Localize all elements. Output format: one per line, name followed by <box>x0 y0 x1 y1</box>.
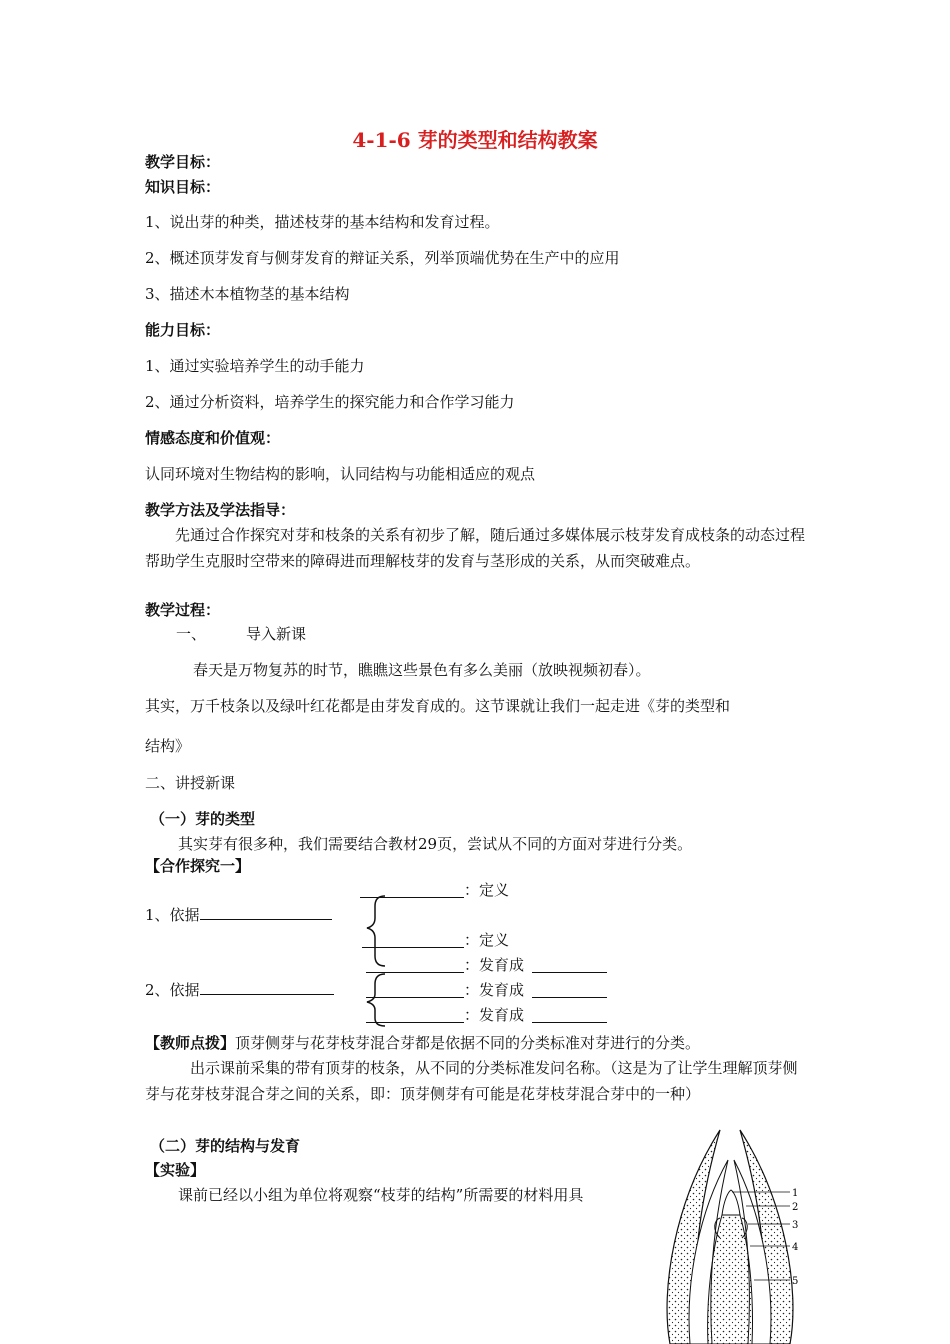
intro-line-3: 结构》 <box>145 737 191 755</box>
knowledge-goal-2: 2、概述顶芽发育与侧芽发育的辩证关系，列举顶端优势在生产中的应用 <box>145 249 620 267</box>
intro-line-2: 其实，万千枝条以及绿叶红花都是由芽发育成的。这节课就让我们一起走进《芽的类型和 <box>145 697 731 715</box>
growth-tip-icon <box>722 1190 740 1215</box>
show-text: 出示课前采集的带有顶芽的枝条，从不同的分类标准发问名称。（这是为了让学生理解顶芽侧芽与花芽枝芽混合芽之间的关系，即：顶芽侧芽有可能是花芽枝芽混合芽中的一种） <box>145 1059 798 1103</box>
goals-heading: 教学目标： <box>145 153 221 171</box>
step2-label: 二、讲授新课 <box>145 774 236 792</box>
figure-label-1: 1 <box>792 1188 799 1199</box>
teacher-tip: 【教师点拨】顶芽侧芽与花芽枝芽混合芽都是依据不同的分类标准对芽进行的分类。 <box>145 1034 701 1052</box>
type-3-blank[interactable] <box>366 972 464 973</box>
ability-goal-1: 1、通过实验培养学生的动手能力 <box>145 357 365 375</box>
type-4-develop-blank[interactable] <box>532 997 607 998</box>
type-4-blank[interactable] <box>366 997 464 998</box>
ability-goals-heading: 能力目标： <box>145 321 221 339</box>
figure-label-4: 4 <box>792 1242 799 1253</box>
section1-heading: （一）芽的类型 <box>150 810 256 828</box>
type-2-blank[interactable] <box>362 947 464 948</box>
process-heading: 教学过程： <box>145 601 221 619</box>
type-5-develop-blank[interactable] <box>532 1022 607 1023</box>
intro-line-1: 春天是万物复苏的时节，瞧瞧这些景色有多么美丽（放映视频初春）。 <box>193 661 651 679</box>
basis-2-label: 2、依据 <box>145 980 334 1000</box>
step1-label: 导入新课 <box>246 625 307 643</box>
attitude-text: 认同环境对生物结构的影响，认同结构与功能相适应的观点 <box>145 465 536 483</box>
section2-heading: （二）芽的结构与发育 <box>150 1137 301 1155</box>
basis-1-label: 1、依据 <box>145 905 332 925</box>
method-heading: 教学方法及学法指导： <box>145 501 296 519</box>
brace-1-icon <box>367 896 385 966</box>
basis-1-blank[interactable] <box>200 905 332 920</box>
knowledge-goal-3: 3、描述木本植物茎的基本结构 <box>145 285 350 303</box>
classification-braces <box>355 890 395 1030</box>
type-4-suffix: ：发育成 <box>464 981 525 999</box>
method-text: 先通过合作探究对芽和枝条的关系有初步了解，随后通过多媒体展示枝芽发育成枝条的动态过程帮助学生克服时空带来的障碍进而理解枝芽的发育与茎形成的关系，从而突破难点。 <box>145 526 806 570</box>
type-2-suffix: ：定义 <box>464 931 510 949</box>
figure-label-3: 3 <box>792 1220 799 1231</box>
type-5-blank[interactable] <box>366 1022 464 1023</box>
type-1-blank[interactable] <box>360 897 464 898</box>
type-3-suffix: ：发育成 <box>464 956 525 974</box>
step1-number: 一、 <box>176 625 207 643</box>
explore-heading: 【合作探究一】 <box>145 857 251 875</box>
experiment-text: 课前已经以小组为单位将观察“枝芽的结构”所需要的材料用具 <box>178 1186 584 1204</box>
bud-structure-figure <box>650 1120 820 1344</box>
type-3-develop-blank[interactable] <box>532 972 607 973</box>
attitude-heading: 情感态度和价值观： <box>145 429 281 447</box>
figure-label-5: 5 <box>792 1276 799 1287</box>
page-title: 4-1-6 芽的类型和结构教案 <box>352 128 598 152</box>
brace-2-icon <box>367 974 385 1026</box>
ability-goal-2: 2、通过分析资料，培养学生的探究能力和合作学习能力 <box>145 393 515 411</box>
basis-2-blank[interactable] <box>200 980 334 995</box>
section1-text: 其实芽有很多种，我们需要结合教材29页，尝试从不同的方面对芽进行分类。 <box>178 835 693 853</box>
knowledge-goals-heading: 知识目标： <box>145 178 221 196</box>
figure-label-2: 2 <box>792 1202 799 1213</box>
experiment-heading: 【实验】 <box>145 1161 206 1179</box>
knowledge-goal-1: 1、说出芽的种类，描述枝芽的基本结构和发育过程。 <box>145 213 500 231</box>
type-1-suffix: ：定义 <box>464 881 510 899</box>
type-5-suffix: ：发育成 <box>464 1006 525 1024</box>
